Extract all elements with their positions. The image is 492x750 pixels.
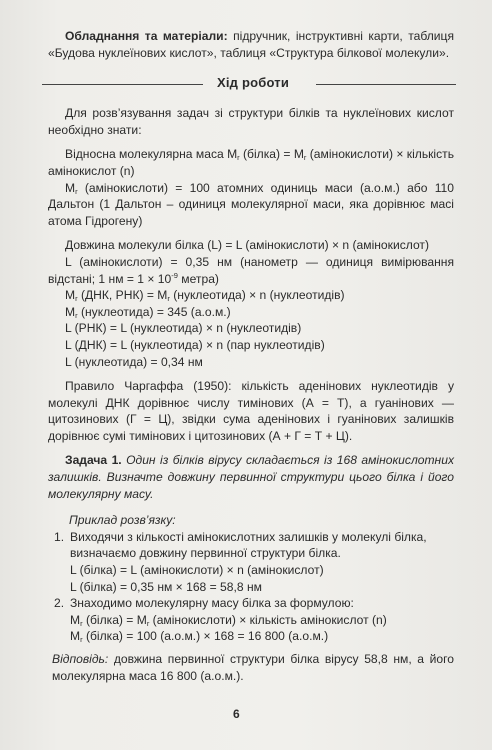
step-1-formula-1: L (білка) = L (амінокислоти) × n (амінокислот) xyxy=(70,563,324,578)
length-formula-6: L (ДНК) = L (нуклеотида) × n (пар нуклеотидів) xyxy=(65,337,325,352)
length-formula-2: L (амінокислоти) = 0,35 нм (нанометр — одиниця вимірювання відстані; 1 нм = $1 \times 10^{-9}$ метра) xyxy=(48,254,454,286)
header-rule-right xyxy=(316,84,456,85)
answer-label: Відповідь: xyxy=(52,652,109,666)
step-2-formula-1: $M_r$ (білка) = $M_r$ (амінокислоти) × кількість амінокислот (n) xyxy=(70,612,387,628)
answer-paragraph xyxy=(48,651,454,684)
step-2-formula-2: $M_r$ (білка) = 100 (а.о.м.) × 168 = 16 800 (а.о.м.) xyxy=(70,629,329,645)
example-title: Приклад розв’язку: xyxy=(69,513,176,528)
step-2-number: 2. xyxy=(54,596,65,611)
length-formula-3: $M_r$ (ДНК, $РНК) = M_r$ (нуклеотида) × n (нуклеотидів) xyxy=(65,288,345,304)
length-formula-4: $M_r$ (нуклеотида) = 345 (а.о.м.) xyxy=(65,304,231,320)
answer-text: довжина первинної структури білка вірусу 58,8 нм, а його молекулярна маса 16 800 (а.о.м.). xyxy=(52,652,454,683)
materials-label: Обладнання та матеріали: xyxy=(65,29,228,43)
chargaff-rule: Правило Чаргаффа (1950): кількість аденінових нуклеотидів у молекулі ДНК дорівнює числу тимінових (А = Т), а гуанінових — цитозинових (Г = Ц), звідки сума аденінових і гуанінових залишків дорівнює сумі тимінових і цитозинових (А + Г = Т + Ц). xyxy=(48,379,454,443)
mass-formula-1: Відносна молекулярна маса $M_r$ (білка) = $M_r$ (амінокислоти) × кількість амінокислот (n) xyxy=(48,147,454,178)
step-2-text: Знаходимо молекулярну масу білка за формулою: xyxy=(70,596,354,611)
example-solution xyxy=(48,512,454,645)
step-1-text: Виходячи з кількості амінокислотних залишків у молекулі білка, визначаємо довжину первинної структури білка. xyxy=(70,529,427,561)
materials-paragraph xyxy=(48,28,454,61)
section-title: Хід роботи xyxy=(217,75,290,91)
length-formula-5: L (РНК) = L (нуклеотида) × n (нуклеотидів) xyxy=(65,321,302,336)
intro-paragraph: Для розв’язування задач зі структури білків та нуклеїнових кислот необхідно знати: xyxy=(48,106,454,137)
solution-step-2 xyxy=(52,595,454,645)
header-rule-left xyxy=(42,84,203,85)
length-formula-7: L (нуклеотида) = 0,34 нм xyxy=(65,354,203,369)
page-number: 6 xyxy=(233,707,240,721)
materials-text: підручник, інструктивні карти, таблиця «Будова нуклеїнових кислот», таблиця «Структура білкової молекули». xyxy=(48,29,454,60)
task-text: Один із білків вірусу складається із 168 амінокислотних залишків. Визначте довжину первинної структури цього білка і його молекулярну масу. xyxy=(48,453,454,501)
task-paragraph xyxy=(48,452,454,502)
solution-step-1 xyxy=(52,529,454,595)
section-header xyxy=(48,75,454,93)
mass-formula-2: $M_r$ (амінокислоти) = 100 атомних одиниць маси (а.о.м.) або 110 Дальтон (1 Дальтон – одиниця молекулярної маси, яка дорівнює масі атома Гідрогену) xyxy=(48,180,454,228)
length-formulas xyxy=(48,237,454,370)
task-title: Задача 1. xyxy=(65,453,122,468)
length-formula-1: Довжина молекули білка (L) = L (амінокислоти) × n (амінокислот) xyxy=(65,238,429,253)
step-1-number: 1. xyxy=(54,529,65,544)
step-1-formula-2: L (білка) = 0,35 нм × 168 = 58,8 нм xyxy=(70,579,262,594)
mass-formulas xyxy=(48,146,454,229)
